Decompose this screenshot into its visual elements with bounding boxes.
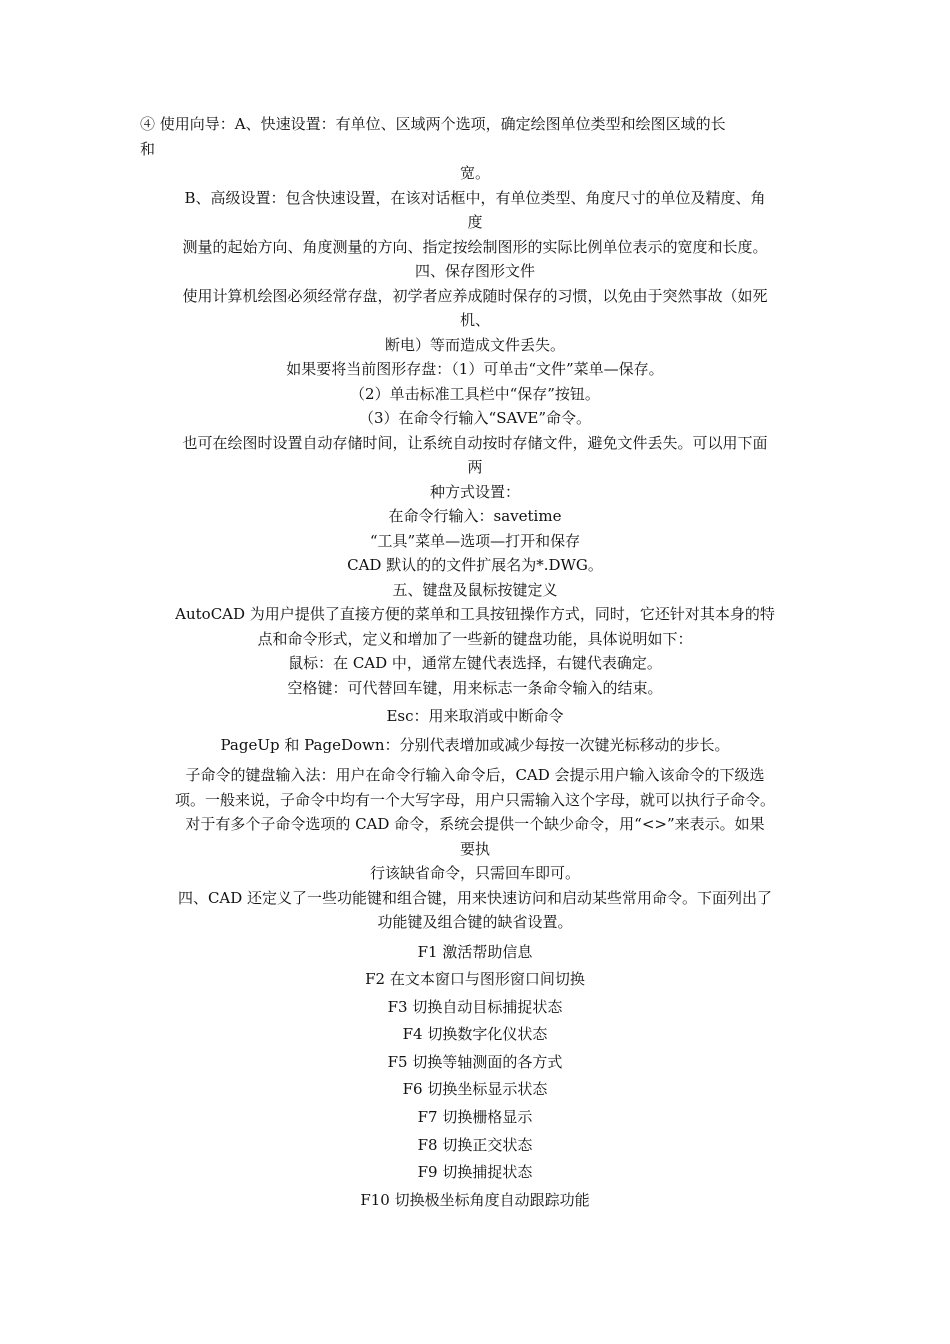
section-heading: 五、键盘及鼠标按键定义 (392, 580, 558, 599)
paragraph-line: 测量的起始方向、角度测量的方向、指定按绘制图形的实际比例单位表示的宽度和长度。 (182, 237, 768, 256)
paragraph-line: 两 (467, 458, 483, 476)
paragraph-line: 机、 (459, 311, 490, 329)
paragraph-line: 种方式设置： (429, 482, 520, 501)
function-key-item: F7 切换栅格显示 (417, 1108, 533, 1127)
function-key-item: F3 切换自动目标捕捉状态 (387, 997, 563, 1016)
paragraph-line: 度 (467, 213, 483, 231)
function-key-item: F10 切换极坐标角度自动跟踪功能 (360, 1190, 590, 1209)
paragraph-line: Esc：用来取消或中断命令 (386, 707, 564, 725)
function-key-item: F4 切换数字化仪状态 (402, 1025, 548, 1044)
document-page (140, 112, 810, 1214)
function-key-item: F6 切换坐标显示状态 (402, 1080, 548, 1099)
paragraph-line: 和 (140, 139, 156, 158)
function-key-item: F9 切换捕捉状态 (417, 1163, 533, 1182)
section-heading: 四、保存图形文件 (414, 262, 535, 280)
paragraph-line: 对于有多个子命令选项的 CAD 命令，系统会提供一个缺少命令，用“<>”来表示。如果 (185, 815, 765, 833)
paragraph-line: （2）单击标准工具栏中“保存”按钮。 (350, 384, 600, 403)
paragraph-line: 使用计算机绘图必须经常存盘，初学者应养成随时保存的习惯，以免由于突然事故（如死 (182, 286, 768, 305)
paragraph-line: B、高级设置：包含快速设置，在该对话框中，有单位类型、角度尺寸的单位及精度、角 (184, 188, 766, 207)
paragraph-line: 宽。 (459, 164, 490, 182)
paragraph-line: 断电）等而造成文件丢失。 (384, 335, 565, 354)
function-key-item: F5 切换等轴测面的各方式 (387, 1052, 563, 1071)
paragraph-line: AutoCAD 为用户提供了直接方便的菜单和工具按钮操作方式，同时，它还针对其本身的特 (175, 605, 775, 623)
paragraph-line: 要执 (459, 839, 490, 858)
paragraph-line: 空格键：可代替回车键，用来标志一条命令输入的结束。 (287, 678, 663, 697)
paragraph-line: 行该缺省命令，只需回车即可。 (369, 864, 580, 882)
paragraph-line: “工具”菜单—选项—打开和保存 (369, 531, 581, 550)
paragraph-line: 在命令行输入：savetime (388, 507, 562, 525)
paragraph-line: 点和命令形式，定义和增加了一些新的键盘功能，具体说明如下： (257, 629, 693, 648)
function-key-item: F8 切换正交状态 (417, 1135, 533, 1154)
paragraph-line: ④ 使用向导：A、快速设置：有单位、区域两个选项，确定绘图单位类型和绘图区域的长 (140, 115, 726, 133)
paragraph-line: 四、CAD 还定义了一些功能键和组合键，用来快速访问和启动某些常用命令。下面列出了 (177, 888, 773, 907)
function-key-item: F2 在文本窗口与图形窗口间切换 (365, 970, 585, 989)
paragraph-line: 如果要将当前图形存盘：（1）可单击“文件”菜单—保存。 (286, 360, 664, 378)
paragraph-line: 也可在绘图时设置自动存储时间，让系统自动按时存储文件，避免文件丢失。可以用下面 (182, 433, 768, 452)
paragraph-line: 鼠标：在 CAD 中，通常左键代表选择，右键代表确定。 (288, 654, 662, 672)
paragraph-line: PageUp 和 PageDown：分别代表增加或减少每按一次键光标移动的步长。 (220, 735, 730, 754)
paragraph-line: 项。一般来说，子命令中均有一个大写字母，用户只需输入这个字母，就可以执行子命令。 (174, 790, 775, 809)
paragraph-line: CAD 默认的的文件扩展名为*.DWG。 (347, 556, 603, 574)
function-key-item: F1 激活帮助信息 (417, 942, 533, 961)
function-key-list (140, 939, 810, 1215)
paragraph-line: （3）在命令行输入“SAVE”命令。 (358, 409, 592, 427)
paragraph-line: 子命令的键盘输入法：用户在命令行输入命令后，CAD 会提示用户输入该命令的下级选 (185, 766, 765, 784)
paragraph-line: 功能键及组合键的缺省设置。 (377, 913, 573, 931)
